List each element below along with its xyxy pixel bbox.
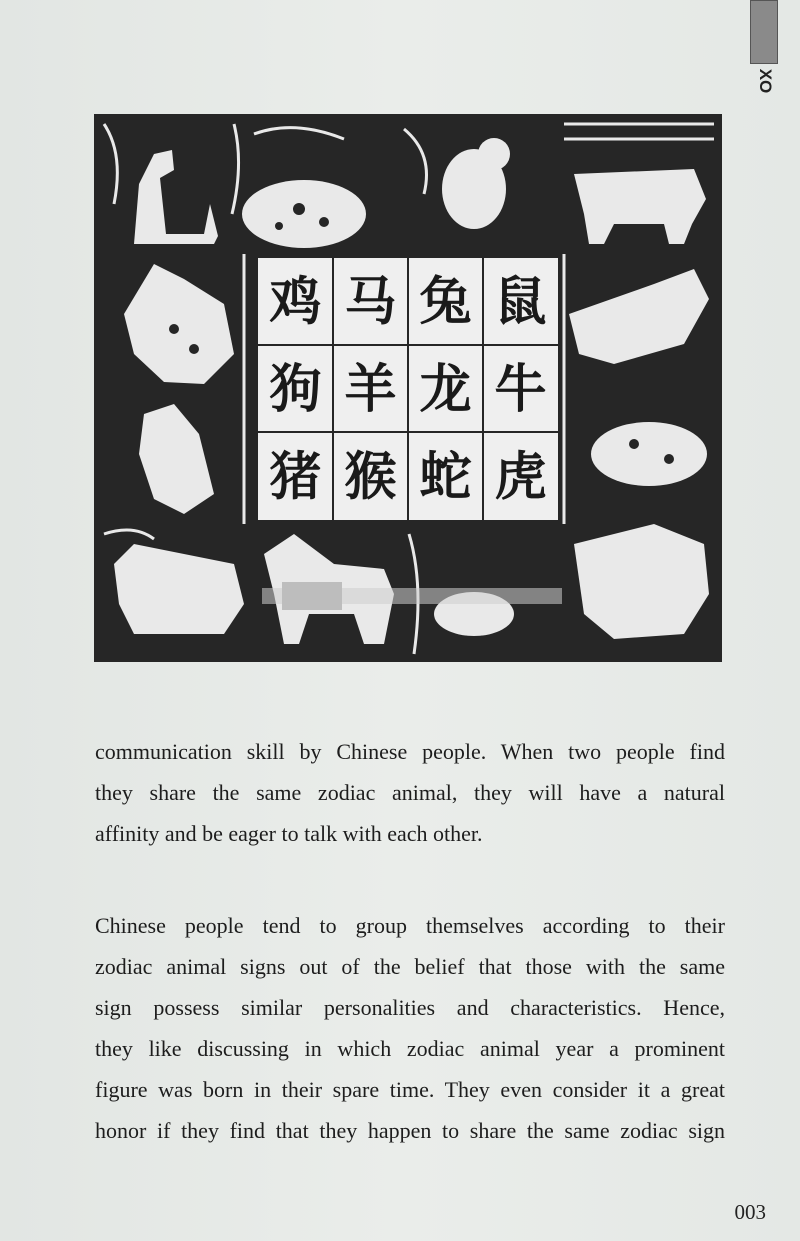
seal-character: 鸡 [269,271,322,333]
paragraph-1 [95,731,725,854]
seal-character: 羊 [344,358,397,420]
seal-character: 狗 [269,358,322,420]
seal-character: 猴 [344,446,397,508]
seal-character: 龙 [419,358,472,420]
seal-character: 鼠 [494,271,547,333]
paragraph-2 [95,905,725,1151]
text-line: zodiac animal signs out of the belief that those with the same [95,954,725,979]
text-line: sign possess similar personalities and characteristics. Hence, [95,995,725,1020]
page-number: 003 [734,1200,766,1224]
chapter-tab [750,0,778,64]
chapter-tab-label: XO [756,68,775,94]
text-line: figure was born in their spare time. They even consider it a great [95,1077,725,1102]
text-line: they share the same zodiac animal, they will have a natural [95,780,725,805]
text-line: affinity and be eager to talk with each other. [95,821,483,846]
rabbit-figure [591,422,707,486]
watermark-logo [262,578,562,614]
seal-character: 牛 [494,358,547,420]
text-line: they like discussing in which zodiac animal year a prominent [95,1036,725,1061]
seal-character: 蛇 [419,446,472,508]
dragon-figure [574,524,709,639]
text-line: honor if they find that they happen to share the same zodiac sign [95,1118,725,1143]
pig-figure [242,180,366,248]
seal-character: 猪 [269,446,322,508]
seal-character: 兔 [419,271,472,333]
text-line: Chinese people tend to group themselves according to their [95,913,725,938]
seal-character: 马 [344,271,397,333]
seal-character: 虎 [494,446,547,508]
text-line: communication skill by Chinese people. When two people find [95,739,725,764]
